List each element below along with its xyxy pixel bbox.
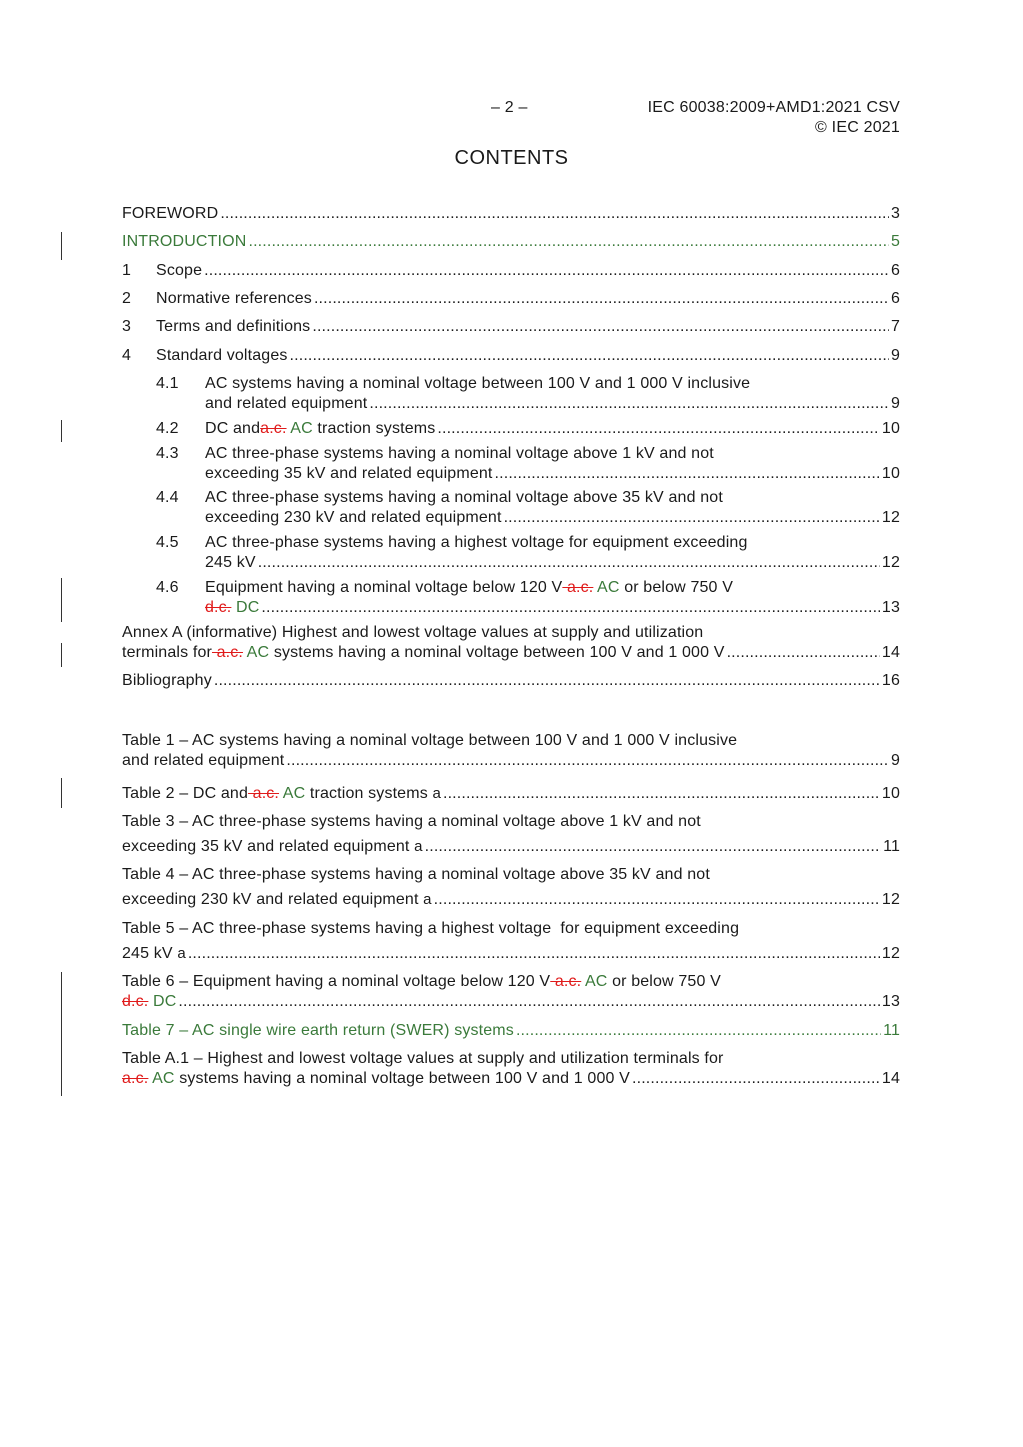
toc-label: Table 7 – AC single wire earth return (SWER) systems: [122, 1022, 514, 1039]
toc-label: Bibliography: [122, 672, 212, 689]
toc-label: INTRODUCTION: [122, 233, 247, 250]
leader-dots: [495, 463, 880, 485]
leader-dots: [369, 393, 889, 415]
toc-label: and related equipment: [205, 395, 368, 412]
toc-entry-bibliography[interactable]: [122, 670, 900, 692]
table-entry-6-line1[interactable]: [122, 971, 900, 993]
inserted-text: AC: [279, 785, 306, 802]
toc-page: 12: [881, 891, 900, 908]
leader-dots: [314, 288, 889, 310]
toc-label: Scope: [156, 262, 203, 279]
leader-dots: [248, 231, 888, 253]
toc-label: Table 4 – AC three-phase systems having a nominal voltage above 35 kV and not: [122, 866, 710, 883]
toc-entry-normative-references[interactable]: [122, 288, 900, 310]
inserted-text: AC: [148, 1070, 175, 1087]
change-bar: [61, 778, 62, 808]
toc-page: 6: [890, 290, 900, 307]
toc-label: Table 3 – AC three-phase systems having a nominal voltage above 1 kV and not: [122, 813, 701, 830]
toc-label: FOREWORD: [122, 205, 219, 222]
toc-label: exceeding 230 kV and related equipment: [205, 509, 502, 526]
toc-page: 9: [890, 347, 900, 364]
leader-dots: [437, 418, 880, 440]
toc-entry-4-4-line2[interactable]: [122, 507, 900, 529]
table-entry-2[interactable]: Table 2 – DC and a.c. AC traction systems a ..... 10: [122, 783, 900, 805]
toc-page: 14: [881, 644, 900, 661]
leader-dots: [220, 203, 889, 225]
leader-dots: [178, 991, 879, 1013]
leader-dots: [214, 670, 880, 692]
deleted-text: a.c.: [248, 785, 280, 802]
toc-page: 9: [890, 752, 900, 769]
table-entry-a1-line1[interactable]: [122, 1048, 900, 1070]
toc-label: AC three-phase systems having a nominal voltage above 1 kV and not: [205, 445, 714, 462]
deleted-text: d.c.: [205, 599, 232, 616]
toc-entry-4-2[interactable]: [122, 418, 900, 440]
inserted-text: AC: [581, 973, 608, 990]
leader-dots: [312, 316, 889, 338]
toc-page: 10: [881, 785, 900, 802]
toc-label: or below 750 V: [607, 973, 721, 990]
leader-dots: [258, 552, 880, 574]
deleted-text: d.c.: [122, 993, 149, 1010]
table-entry-4-line1[interactable]: [122, 864, 900, 886]
toc-entry-annex-a-line1[interactable]: [122, 622, 900, 644]
toc-entry-4-4-line1[interactable]: [122, 487, 900, 509]
toc-entry-4-1-line2[interactable]: [122, 393, 900, 415]
change-bar: [61, 643, 62, 667]
section-number: 4.3: [156, 445, 179, 462]
document-id: IEC 60038:2009+AMD1:2021 CSV: [647, 99, 900, 116]
leader-dots: [425, 836, 881, 858]
toc-entry-terms-definitions[interactable]: [122, 316, 900, 338]
toc-entry-annex-a-line2[interactable]: [122, 642, 900, 664]
table-entry-6-line2[interactable]: [122, 991, 900, 1013]
page-number: – 2 –: [491, 99, 528, 116]
deleted-text: a.c.: [122, 1070, 149, 1087]
toc-page: 5: [890, 233, 900, 250]
toc-page: 14: [881, 1070, 900, 1087]
toc-entry-4-6-line2[interactable]: [122, 597, 900, 619]
table-entry-5-line2[interactable]: 245 kV a ..... 12: [122, 943, 900, 965]
toc-page: 12: [881, 509, 900, 526]
leader-dots: [632, 1068, 880, 1090]
toc-page: 11: [883, 1022, 900, 1039]
toc-page: 3: [890, 205, 900, 222]
toc-page: 12: [881, 554, 900, 571]
toc-label: traction systems: [305, 785, 433, 802]
toc-entry-4-5-line2[interactable]: [122, 552, 900, 574]
toc-label: AC three-phase systems having a nominal voltage above 35 kV and not: [205, 489, 723, 506]
toc-entry-scope[interactable]: [122, 260, 900, 282]
section-number: 4.5: [156, 534, 179, 551]
toc-page: 6: [890, 262, 900, 279]
toc-label: Normative references: [156, 290, 312, 307]
leader-dots: [188, 943, 880, 965]
table-entry-a1-line2[interactable]: [122, 1068, 900, 1090]
table-entry-3-line1[interactable]: [122, 811, 900, 833]
leader-dots: [504, 507, 880, 529]
section-number: 4: [122, 347, 132, 364]
table-entry-5-line1[interactable]: [122, 918, 900, 940]
section-number: 4.4: [156, 489, 179, 506]
contents-title: CONTENTS: [454, 147, 569, 169]
toc-label: exceeding 35 kV and related equipment: [122, 838, 415, 855]
toc-label: Table 6 – Equipment having a nominal voltage below 120 V: [122, 973, 551, 990]
inserted-text: DC: [231, 599, 260, 616]
toc-entry-standard-voltages[interactable]: [122, 345, 900, 367]
change-bar: [61, 232, 62, 260]
deleted-text: a.c.: [562, 579, 594, 596]
toc-label: systems having a nominal voltage between 100 V and 1 000 V: [174, 1070, 630, 1087]
toc-entry-4-6-line1[interactable]: [122, 577, 900, 599]
toc-label: 245 kV: [205, 554, 256, 571]
toc-page: 10: [881, 465, 900, 482]
toc-page: 13: [881, 993, 900, 1010]
toc-label: exceeding 230 kV and related equipment: [122, 891, 424, 908]
toc-entry-4-1-line1[interactable]: [122, 373, 900, 395]
leader-dots: [443, 783, 880, 805]
section-number: 1: [122, 262, 132, 279]
leader-dots: [727, 642, 880, 664]
table-entry-3-line2[interactable]: exceeding 35 kV and related equipment a ..... 11: [122, 836, 900, 858]
table-entry-1-line1[interactable]: [122, 730, 900, 752]
toc-label: DC and: [205, 420, 261, 437]
toc-label: Table 5 – AC three-phase systems having a highest voltage for equipment exceeding: [122, 920, 740, 937]
toc-label: Table A.1 – Highest and lowest voltage values at supply and utilization terminals for: [122, 1050, 724, 1067]
section-number: 3: [122, 318, 132, 335]
copyright: © IEC 2021: [815, 119, 900, 136]
toc-entry-introduction[interactable]: [122, 231, 900, 253]
section-number: 4.6: [156, 579, 179, 596]
toc-label: Equipment having a nominal voltage below 120 V: [205, 579, 563, 596]
table-entry-1-line2[interactable]: [122, 750, 900, 772]
toc-label: AC three-phase systems having a highest voltage for equipment exceeding: [205, 534, 748, 551]
deleted-text: a.c.: [260, 420, 287, 437]
leader-dots: [516, 1020, 881, 1042]
toc-label: AC systems having a nominal voltage between 100 V and 1 000 V inclusive: [205, 375, 751, 392]
toc-page: 9: [890, 395, 900, 412]
deleted-text: a.c.: [211, 644, 243, 661]
toc-entry-4-3-line1[interactable]: [122, 443, 900, 465]
inserted-text: AC: [242, 644, 270, 661]
toc-page: 10: [881, 420, 900, 437]
toc-label: traction systems: [312, 420, 436, 437]
toc-page: 11: [883, 838, 900, 855]
toc-page: 16: [881, 672, 900, 689]
leader-dots: [290, 345, 889, 367]
toc-label: 245 kV: [122, 945, 178, 962]
inserted-text: DC: [148, 993, 177, 1010]
inserted-text: AC: [593, 579, 620, 596]
table-entry-7[interactable]: [122, 1020, 900, 1042]
toc-label: or below 750 V: [619, 579, 734, 596]
toc-label: and related equipment: [122, 752, 285, 769]
section-number: 2: [122, 290, 132, 307]
leader-dots: [204, 260, 889, 282]
change-bar: [61, 972, 62, 1096]
toc-label: exceeding 35 kV and related equipment: [205, 465, 493, 482]
change-bar: [61, 420, 62, 442]
toc-entry-foreword[interactable]: [122, 203, 900, 225]
toc-label: Standard voltages: [156, 347, 288, 364]
toc-page: 13: [881, 599, 900, 616]
toc-label: terminals for: [122, 644, 212, 661]
section-number: 4.1: [156, 375, 179, 392]
toc-label: Terms and definitions: [156, 318, 311, 335]
table-entry-4-line2[interactable]: exceeding 230 kV and related equipment a ..... 12: [122, 889, 900, 911]
toc-label: Table 1 – AC systems having a nominal voltage between 100 V and 1 000 V inclusive: [122, 732, 738, 749]
leader-dots: [434, 889, 880, 911]
change-bar: [61, 578, 62, 622]
leader-dots: [261, 597, 879, 619]
toc-label: Annex A (informative) Highest and lowest voltage values at supply and utilization: [122, 624, 704, 641]
toc-entry-4-3-line2[interactable]: [122, 463, 900, 485]
toc-page: 7: [890, 318, 900, 335]
deleted-text: a.c.: [550, 973, 582, 990]
inserted-text: AC: [286, 420, 313, 437]
toc-entry-4-5-line1[interactable]: [122, 532, 900, 554]
section-number: 4.2: [156, 420, 179, 437]
toc-page: 12: [881, 945, 900, 962]
leader-dots: [286, 750, 889, 772]
toc-label: Table 2 – DC and: [122, 785, 249, 802]
toc-label: systems having a nominal voltage between 100 V and 1 000 V: [269, 644, 725, 661]
